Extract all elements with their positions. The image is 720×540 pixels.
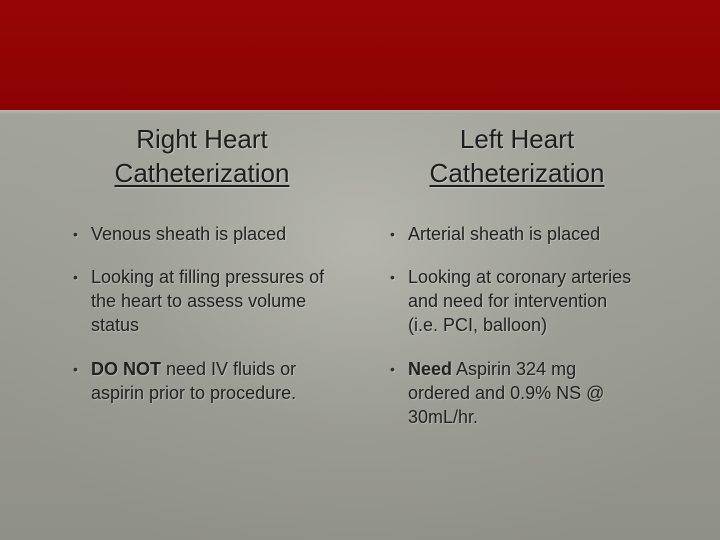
- left-heading-line1: Right Heart: [136, 124, 268, 154]
- bullet-text: Looking at coronary arteries and need for intervention (i.e. PCI, balloon): [408, 267, 632, 335]
- left-heading-line2: Catheterization: [114, 158, 290, 188]
- right-heading-line2: Catheterization: [429, 158, 605, 188]
- list-item: [65, 222, 340, 246]
- list-item: [382, 265, 637, 337]
- bullet-dot-icon: •: [73, 361, 78, 377]
- right-column-heading: [387, 122, 647, 190]
- bullet-text: Arterial sheath is placed: [408, 224, 601, 244]
- bullet-dot-icon: •: [390, 361, 395, 377]
- title-band-divider: [0, 110, 720, 114]
- bullet-dot-icon: •: [73, 226, 78, 242]
- left-column-heading: [72, 122, 332, 190]
- right-bullet-list: [382, 222, 637, 429]
- list-item: [65, 357, 340, 405]
- bullet-text: need IV fluids or aspirin prior to procedure.: [91, 359, 297, 403]
- right-heading-line1: Left Heart: [459, 124, 575, 154]
- title-band: [0, 0, 720, 110]
- bullet-dot-icon: •: [390, 269, 395, 285]
- bullet-dot-icon: •: [390, 226, 395, 242]
- list-item: [65, 265, 340, 337]
- bullet-emphasis: Need: [408, 359, 453, 379]
- list-item: [382, 222, 637, 246]
- bullet-text: Venous sheath is placed: [91, 224, 287, 244]
- bullet-dot-icon: •: [73, 269, 78, 285]
- bullet-emphasis: DO NOT: [91, 359, 161, 379]
- left-bullet-list: [65, 222, 340, 405]
- bullet-text: Looking at filling pressures of the heart to assess volume status: [91, 267, 325, 335]
- list-item: [382, 357, 637, 429]
- bullet-text: Aspirin 324 mg ordered and 0.9% NS @ 30mL/hr.: [408, 359, 605, 427]
